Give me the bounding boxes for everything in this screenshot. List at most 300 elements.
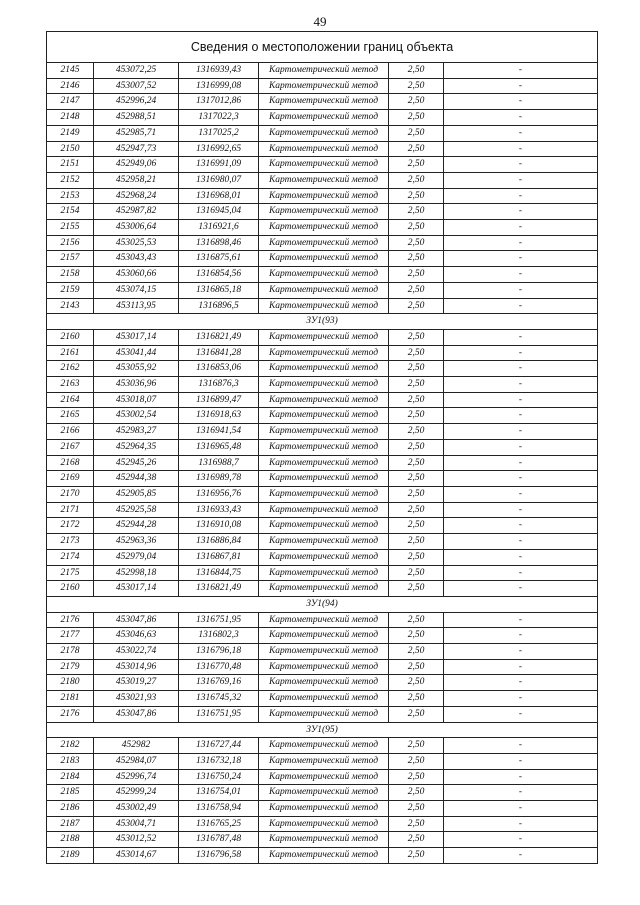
- point-number-cell: 2160: [47, 329, 94, 345]
- x-coordinate-cell: 453113,95: [94, 298, 179, 314]
- x-coordinate-cell: 452944,38: [94, 471, 179, 487]
- y-coordinate-cell: 1316750,24: [179, 769, 259, 785]
- x-coordinate-cell: 453014,96: [94, 659, 179, 675]
- y-coordinate-cell: 1317022,3: [179, 110, 259, 126]
- point-number-cell: 2154: [47, 204, 94, 220]
- point-number-cell: 2165: [47, 408, 94, 424]
- accuracy-cell: 2,50: [389, 141, 444, 157]
- x-coordinate-cell: 452958,21: [94, 172, 179, 188]
- point-number-cell: 2152: [47, 172, 94, 188]
- method-cell: Картометрический метод: [259, 832, 389, 848]
- point-number-cell: 2178: [47, 644, 94, 660]
- point-number-cell: 2145: [47, 63, 94, 79]
- method-cell: Картометрический метод: [259, 502, 389, 518]
- x-coordinate-cell: 452944,28: [94, 518, 179, 534]
- point-number-cell: 2186: [47, 801, 94, 817]
- y-coordinate-cell: 1316802,3: [179, 628, 259, 644]
- accuracy-cell: 2,50: [389, 581, 444, 597]
- point-number-cell: 2150: [47, 141, 94, 157]
- table-row: [47, 502, 598, 518]
- point-number-cell: 2159: [47, 282, 94, 298]
- table-row: [47, 439, 598, 455]
- description-cell: -: [444, 94, 598, 110]
- y-coordinate-cell: 1316980,07: [179, 172, 259, 188]
- section-header-row: [47, 596, 598, 612]
- method-cell: Картометрический метод: [259, 282, 389, 298]
- y-coordinate-cell: 1316770,48: [179, 659, 259, 675]
- accuracy-cell: 2,50: [389, 738, 444, 754]
- table-row: [47, 220, 598, 236]
- accuracy-cell: 2,50: [389, 502, 444, 518]
- y-coordinate-cell: 1316988,7: [179, 455, 259, 471]
- y-coordinate-cell: 1316867,81: [179, 549, 259, 565]
- table-row: [47, 298, 598, 314]
- description-cell: -: [444, 63, 598, 79]
- accuracy-cell: 2,50: [389, 298, 444, 314]
- description-cell: -: [444, 157, 598, 173]
- table-row: [47, 565, 598, 581]
- table-row: [47, 644, 598, 660]
- accuracy-cell: 2,50: [389, 565, 444, 581]
- description-cell: -: [444, 267, 598, 283]
- accuracy-cell: 2,50: [389, 267, 444, 283]
- boundary-coordinates-table: [46, 31, 598, 864]
- accuracy-cell: 2,50: [389, 659, 444, 675]
- description-cell: -: [444, 832, 598, 848]
- x-coordinate-cell: 453017,14: [94, 581, 179, 597]
- method-cell: Картометрический метод: [259, 204, 389, 220]
- description-cell: -: [444, 361, 598, 377]
- accuracy-cell: 2,50: [389, 439, 444, 455]
- point-number-cell: 2173: [47, 534, 94, 550]
- point-number-cell: 2184: [47, 769, 94, 785]
- table-row: [47, 172, 598, 188]
- table-row: [47, 769, 598, 785]
- method-cell: Картометрический метод: [259, 377, 389, 393]
- method-cell: Картометрический метод: [259, 172, 389, 188]
- point-number-cell: 2170: [47, 486, 94, 502]
- table-row: [47, 282, 598, 298]
- point-number-cell: 2174: [47, 549, 94, 565]
- point-number-cell: 2161: [47, 345, 94, 361]
- table-row: [47, 581, 598, 597]
- table-row: [47, 801, 598, 817]
- description-cell: -: [444, 125, 598, 141]
- table-row: [47, 157, 598, 173]
- description-cell: -: [444, 628, 598, 644]
- description-cell: -: [444, 141, 598, 157]
- method-cell: Картометрический метод: [259, 486, 389, 502]
- y-coordinate-cell: 1316854,56: [179, 267, 259, 283]
- method-cell: Картометрический метод: [259, 644, 389, 660]
- x-coordinate-cell: 452947,73: [94, 141, 179, 157]
- y-coordinate-cell: 1316727,44: [179, 738, 259, 754]
- point-number-cell: 2149: [47, 125, 94, 141]
- method-cell: Картометрический метод: [259, 439, 389, 455]
- method-cell: Картометрический метод: [259, 769, 389, 785]
- method-cell: Картометрический метод: [259, 345, 389, 361]
- x-coordinate-cell: 452999,24: [94, 785, 179, 801]
- point-number-cell: 2177: [47, 628, 94, 644]
- y-coordinate-cell: 1316956,76: [179, 486, 259, 502]
- accuracy-cell: 2,50: [389, 644, 444, 660]
- point-number-cell: 2180: [47, 675, 94, 691]
- y-coordinate-cell: 1316999,08: [179, 78, 259, 94]
- y-coordinate-cell: 1317025,2: [179, 125, 259, 141]
- table-row: [47, 424, 598, 440]
- point-number-cell: 2156: [47, 235, 94, 251]
- table-row: [47, 125, 598, 141]
- method-cell: Картометрический метод: [259, 157, 389, 173]
- description-cell: -: [444, 220, 598, 236]
- accuracy-cell: 2,50: [389, 345, 444, 361]
- point-number-cell: 2188: [47, 832, 94, 848]
- x-coordinate-cell: 453074,15: [94, 282, 179, 298]
- table-title: Сведения о местоположении границ объекта: [47, 32, 598, 63]
- y-coordinate-cell: 1316758,94: [179, 801, 259, 817]
- accuracy-cell: 2,50: [389, 832, 444, 848]
- table-row: [47, 377, 598, 393]
- accuracy-cell: 2,50: [389, 691, 444, 707]
- description-cell: -: [444, 659, 598, 675]
- point-number-cell: 2143: [47, 298, 94, 314]
- x-coordinate-cell: 452925,58: [94, 502, 179, 518]
- x-coordinate-cell: 453018,07: [94, 392, 179, 408]
- method-cell: Картометрический метод: [259, 329, 389, 345]
- y-coordinate-cell: 1316787,48: [179, 832, 259, 848]
- point-number-cell: 2171: [47, 502, 94, 518]
- y-coordinate-cell: 1316796,18: [179, 644, 259, 660]
- x-coordinate-cell: 452905,85: [94, 486, 179, 502]
- method-cell: Картометрический метод: [259, 565, 389, 581]
- description-cell: -: [444, 848, 598, 864]
- y-coordinate-cell: 1316732,18: [179, 753, 259, 769]
- description-cell: -: [444, 518, 598, 534]
- x-coordinate-cell: 453019,27: [94, 675, 179, 691]
- method-cell: Картометрический метод: [259, 455, 389, 471]
- x-coordinate-cell: 452987,82: [94, 204, 179, 220]
- method-cell: Картометрический метод: [259, 235, 389, 251]
- description-cell: -: [444, 769, 598, 785]
- table-row: [47, 471, 598, 487]
- description-cell: -: [444, 785, 598, 801]
- description-cell: -: [444, 753, 598, 769]
- y-coordinate-cell: 1316745,32: [179, 691, 259, 707]
- y-coordinate-cell: 1316821,49: [179, 581, 259, 597]
- accuracy-cell: 2,50: [389, 125, 444, 141]
- x-coordinate-cell: 453022,74: [94, 644, 179, 660]
- table-row: [47, 691, 598, 707]
- y-coordinate-cell: 1316876,3: [179, 377, 259, 393]
- method-cell: Картометрический метод: [259, 534, 389, 550]
- y-coordinate-cell: 1316796,58: [179, 848, 259, 864]
- table-row: [47, 738, 598, 754]
- table-row: [47, 78, 598, 94]
- x-coordinate-cell: 452985,71: [94, 125, 179, 141]
- table-body: [47, 32, 598, 864]
- point-number-cell: 2179: [47, 659, 94, 675]
- description-cell: -: [444, 549, 598, 565]
- x-coordinate-cell: 452945,26: [94, 455, 179, 471]
- table-row: [47, 455, 598, 471]
- description-cell: -: [444, 282, 598, 298]
- point-number-cell: 2183: [47, 753, 94, 769]
- accuracy-cell: 2,50: [389, 753, 444, 769]
- description-cell: -: [444, 801, 598, 817]
- table-row: [47, 329, 598, 345]
- table-title-row: [47, 32, 598, 63]
- method-cell: Картометрический метод: [259, 848, 389, 864]
- method-cell: Картометрический метод: [259, 518, 389, 534]
- x-coordinate-cell: 452983,27: [94, 424, 179, 440]
- description-cell: -: [444, 188, 598, 204]
- table-row: [47, 612, 598, 628]
- accuracy-cell: 2,50: [389, 518, 444, 534]
- accuracy-cell: 2,50: [389, 392, 444, 408]
- x-coordinate-cell: 452998,18: [94, 565, 179, 581]
- y-coordinate-cell: 1316886,84: [179, 534, 259, 550]
- table-row: [47, 518, 598, 534]
- accuracy-cell: 2,50: [389, 455, 444, 471]
- table-row: [47, 675, 598, 691]
- accuracy-cell: 2,50: [389, 785, 444, 801]
- description-cell: -: [444, 298, 598, 314]
- x-coordinate-cell: 452982: [94, 738, 179, 754]
- accuracy-cell: 2,50: [389, 329, 444, 345]
- table-row: [47, 659, 598, 675]
- method-cell: Картометрический метод: [259, 361, 389, 377]
- section-label: ЗУ1(93): [47, 314, 598, 330]
- y-coordinate-cell: 1316965,48: [179, 439, 259, 455]
- y-coordinate-cell: 1316941,54: [179, 424, 259, 440]
- accuracy-cell: 2,50: [389, 628, 444, 644]
- method-cell: Картометрический метод: [259, 549, 389, 565]
- x-coordinate-cell: 452984,07: [94, 753, 179, 769]
- accuracy-cell: 2,50: [389, 220, 444, 236]
- y-coordinate-cell: 1317012,86: [179, 94, 259, 110]
- point-number-cell: 2168: [47, 455, 94, 471]
- method-cell: Картометрический метод: [259, 801, 389, 817]
- method-cell: Картометрический метод: [259, 94, 389, 110]
- description-cell: -: [444, 675, 598, 691]
- description-cell: -: [444, 172, 598, 188]
- method-cell: Картометрический метод: [259, 392, 389, 408]
- accuracy-cell: 2,50: [389, 706, 444, 722]
- y-coordinate-cell: 1316991,09: [179, 157, 259, 173]
- y-coordinate-cell: 1316765,25: [179, 816, 259, 832]
- y-coordinate-cell: 1316910,08: [179, 518, 259, 534]
- method-cell: Картометрический метод: [259, 753, 389, 769]
- x-coordinate-cell: 452964,35: [94, 439, 179, 455]
- accuracy-cell: 2,50: [389, 94, 444, 110]
- description-cell: -: [444, 329, 598, 345]
- description-cell: -: [444, 424, 598, 440]
- point-number-cell: 2155: [47, 220, 94, 236]
- table-row: [47, 486, 598, 502]
- description-cell: -: [444, 706, 598, 722]
- section-header-row: [47, 314, 598, 330]
- x-coordinate-cell: 453072,25: [94, 63, 179, 79]
- method-cell: Картометрический метод: [259, 220, 389, 236]
- method-cell: Картометрический метод: [259, 188, 389, 204]
- x-coordinate-cell: 453002,49: [94, 801, 179, 817]
- y-coordinate-cell: 1316921,6: [179, 220, 259, 236]
- x-coordinate-cell: 452968,24: [94, 188, 179, 204]
- description-cell: -: [444, 235, 598, 251]
- accuracy-cell: 2,50: [389, 188, 444, 204]
- y-coordinate-cell: 1316939,43: [179, 63, 259, 79]
- accuracy-cell: 2,50: [389, 534, 444, 550]
- method-cell: Картометрический метод: [259, 816, 389, 832]
- table-row: [47, 345, 598, 361]
- description-cell: -: [444, 78, 598, 94]
- point-number-cell: 2148: [47, 110, 94, 126]
- accuracy-cell: 2,50: [389, 235, 444, 251]
- y-coordinate-cell: 1316875,61: [179, 251, 259, 267]
- x-coordinate-cell: 453002,54: [94, 408, 179, 424]
- description-cell: -: [444, 502, 598, 518]
- x-coordinate-cell: 453047,86: [94, 706, 179, 722]
- accuracy-cell: 2,50: [389, 63, 444, 79]
- x-coordinate-cell: 453007,52: [94, 78, 179, 94]
- table-row: [47, 408, 598, 424]
- y-coordinate-cell: 1316821,49: [179, 329, 259, 345]
- point-number-cell: 2172: [47, 518, 94, 534]
- accuracy-cell: 2,50: [389, 251, 444, 267]
- y-coordinate-cell: 1316751,95: [179, 612, 259, 628]
- table-row: [47, 188, 598, 204]
- y-coordinate-cell: 1316754,01: [179, 785, 259, 801]
- x-coordinate-cell: 453036,96: [94, 377, 179, 393]
- point-number-cell: 2181: [47, 691, 94, 707]
- table-row: [47, 549, 598, 565]
- page-number: 49: [313, 14, 327, 29]
- description-cell: -: [444, 439, 598, 455]
- point-number-cell: 2176: [47, 612, 94, 628]
- description-cell: -: [444, 251, 598, 267]
- point-number-cell: 2182: [47, 738, 94, 754]
- x-coordinate-cell: 452963,36: [94, 534, 179, 550]
- point-number-cell: 2189: [47, 848, 94, 864]
- x-coordinate-cell: 453060,66: [94, 267, 179, 283]
- x-coordinate-cell: 453047,86: [94, 612, 179, 628]
- section-label: ЗУ1(95): [47, 722, 598, 738]
- accuracy-cell: 2,50: [389, 157, 444, 173]
- table-row: [47, 534, 598, 550]
- method-cell: Картометрический метод: [259, 706, 389, 722]
- accuracy-cell: 2,50: [389, 424, 444, 440]
- method-cell: Картометрический метод: [259, 424, 389, 440]
- point-number-cell: 2175: [47, 565, 94, 581]
- description-cell: -: [444, 392, 598, 408]
- point-number-cell: 2146: [47, 78, 94, 94]
- accuracy-cell: 2,50: [389, 408, 444, 424]
- table-row: [47, 785, 598, 801]
- x-coordinate-cell: 452988,51: [94, 110, 179, 126]
- accuracy-cell: 2,50: [389, 204, 444, 220]
- x-coordinate-cell: 453043,43: [94, 251, 179, 267]
- point-number-cell: 2176: [47, 706, 94, 722]
- table-row: [47, 94, 598, 110]
- y-coordinate-cell: 1316898,46: [179, 235, 259, 251]
- method-cell: Картометрический метод: [259, 141, 389, 157]
- x-coordinate-cell: 453046,63: [94, 628, 179, 644]
- method-cell: Картометрический метод: [259, 78, 389, 94]
- section-label: ЗУ1(94): [47, 596, 598, 612]
- x-coordinate-cell: 453006,64: [94, 220, 179, 236]
- accuracy-cell: 2,50: [389, 377, 444, 393]
- x-coordinate-cell: 452949,06: [94, 157, 179, 173]
- x-coordinate-cell: 453017,14: [94, 329, 179, 345]
- accuracy-cell: 2,50: [389, 471, 444, 487]
- table-row: [47, 235, 598, 251]
- table-row: [47, 706, 598, 722]
- accuracy-cell: 2,50: [389, 848, 444, 864]
- method-cell: Картометрический метод: [259, 251, 389, 267]
- point-number-cell: 2157: [47, 251, 94, 267]
- y-coordinate-cell: 1316896,5: [179, 298, 259, 314]
- y-coordinate-cell: 1316899,47: [179, 392, 259, 408]
- method-cell: Картометрический метод: [259, 110, 389, 126]
- table-row: [47, 628, 598, 644]
- accuracy-cell: 2,50: [389, 769, 444, 785]
- x-coordinate-cell: 453012,52: [94, 832, 179, 848]
- method-cell: Картометрический метод: [259, 675, 389, 691]
- point-number-cell: 2153: [47, 188, 94, 204]
- table-row: [47, 63, 598, 79]
- section-header-row: [47, 722, 598, 738]
- point-number-cell: 2169: [47, 471, 94, 487]
- description-cell: -: [444, 408, 598, 424]
- method-cell: Картометрический метод: [259, 785, 389, 801]
- table-row: [47, 267, 598, 283]
- x-coordinate-cell: 453041,44: [94, 345, 179, 361]
- accuracy-cell: 2,50: [389, 549, 444, 565]
- point-number-cell: 2164: [47, 392, 94, 408]
- point-number-cell: 2158: [47, 267, 94, 283]
- description-cell: -: [444, 565, 598, 581]
- description-cell: -: [444, 377, 598, 393]
- y-coordinate-cell: 1316989,78: [179, 471, 259, 487]
- y-coordinate-cell: 1316945,04: [179, 204, 259, 220]
- table-row: [47, 848, 598, 864]
- y-coordinate-cell: 1316769,16: [179, 675, 259, 691]
- method-cell: Картометрический метод: [259, 628, 389, 644]
- accuracy-cell: 2,50: [389, 361, 444, 377]
- accuracy-cell: 2,50: [389, 110, 444, 126]
- description-cell: -: [444, 581, 598, 597]
- method-cell: Картометрический метод: [259, 581, 389, 597]
- method-cell: Картометрический метод: [259, 738, 389, 754]
- accuracy-cell: 2,50: [389, 172, 444, 188]
- description-cell: -: [444, 691, 598, 707]
- x-coordinate-cell: 453025,53: [94, 235, 179, 251]
- table-row: [47, 832, 598, 848]
- method-cell: Картометрический метод: [259, 408, 389, 424]
- x-coordinate-cell: 452979,04: [94, 549, 179, 565]
- point-number-cell: 2187: [47, 816, 94, 832]
- description-cell: -: [444, 534, 598, 550]
- table-row: [47, 361, 598, 377]
- accuracy-cell: 2,50: [389, 801, 444, 817]
- y-coordinate-cell: 1316844,75: [179, 565, 259, 581]
- method-cell: Картометрический метод: [259, 267, 389, 283]
- table-row: [47, 392, 598, 408]
- description-cell: -: [444, 738, 598, 754]
- description-cell: -: [444, 471, 598, 487]
- table-row: [47, 110, 598, 126]
- point-number-cell: 2167: [47, 439, 94, 455]
